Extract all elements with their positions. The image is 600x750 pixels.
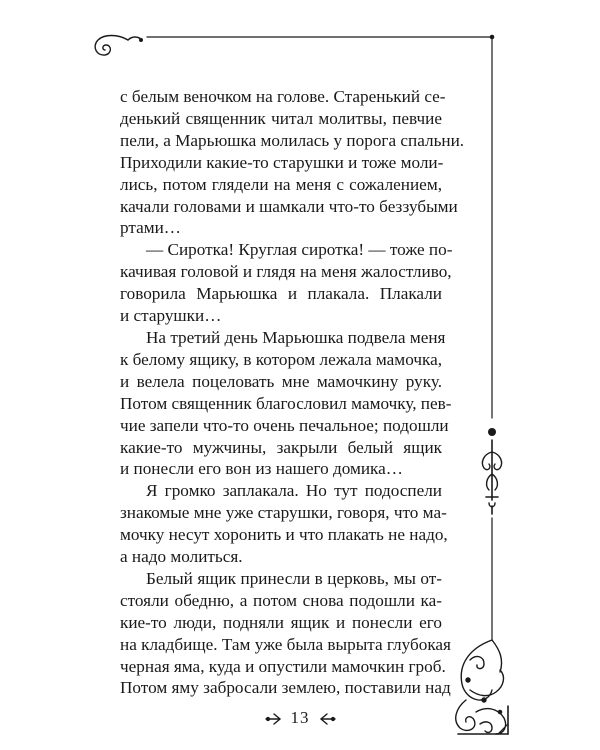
body-text xyxy=(120,86,465,699)
text-line: стояли обедню, а потом снова подошли ка- xyxy=(120,590,442,610)
text-line: и старушки… xyxy=(120,306,222,326)
right-ornament-icon xyxy=(318,713,336,725)
text-line: Приходили какие-то старушки и тоже моли- xyxy=(120,152,444,172)
text-line: чие запели что-то очень печальное; подошли xyxy=(120,415,449,435)
text-line: и понесли его вон из нашего домика… xyxy=(120,459,403,479)
text-line: — Сиротка! Круглая сиротка! — тоже по- xyxy=(146,240,453,260)
text-line: качивая головой и глядя на меня жалостливо, xyxy=(120,262,452,282)
text-line: на кладбище. Там уже была вырыта глубокая xyxy=(120,634,451,654)
text-line: качали головами и шамкали что-то беззубыми xyxy=(120,196,458,216)
swirl-ornament-icon xyxy=(95,36,142,56)
text-line: к белому ящику, в котором лежала мамочка, xyxy=(120,349,442,369)
text-line: Белый ящик принесли в церковь, мы от- xyxy=(146,568,442,588)
left-ornament-icon xyxy=(265,713,283,725)
page-number-footer xyxy=(0,708,600,728)
text-line: и велела поцеловать мне мамочкину руку. xyxy=(120,371,442,391)
text-line: черная яма, куда и опустили мамочкин гроб. xyxy=(120,656,446,676)
text-line: Я громко заплакала. Но тут подоспели xyxy=(146,481,442,501)
page-number: 13 xyxy=(290,708,310,727)
text-line: лись, потом глядели на меня с сожалением, xyxy=(120,174,442,194)
paragraph-4 xyxy=(120,480,448,568)
text-line: пели, а Марьюшка молилась у порога спальни. xyxy=(120,130,465,150)
text-line: кие-то люди, подняли ящик и понесли его xyxy=(120,612,442,632)
text-line: Потом яму забросали землею, поставили над xyxy=(120,678,451,698)
text-line: знакомые мне уже старушки, говоря, что ма- xyxy=(120,503,447,523)
text-line: Потом священник благословил мамочку, пев- xyxy=(120,393,452,413)
text-line: с белым веночком на голове. Старенький се- xyxy=(120,87,446,106)
fleuron-ornament-icon xyxy=(482,428,501,514)
paragraph-2 xyxy=(120,239,453,327)
paragraph-3 xyxy=(120,327,452,480)
text-line: На третий день Марьюшка подвела меня xyxy=(146,327,446,347)
text-line: какие-то мужчины, закрыли белый ящик xyxy=(120,437,442,457)
text-line: говорила Марьюшка и плакала. Плакали xyxy=(120,284,442,304)
paragraph-1 xyxy=(120,86,465,239)
text-line: ртами… xyxy=(120,218,181,238)
text-line: мочку несут хоронить и что плакать не надо, xyxy=(120,525,448,545)
text-line: денький священник читал молитвы, певчие xyxy=(120,108,442,128)
paragraph-5 xyxy=(120,568,451,699)
text-line: а надо молиться. xyxy=(120,547,243,567)
